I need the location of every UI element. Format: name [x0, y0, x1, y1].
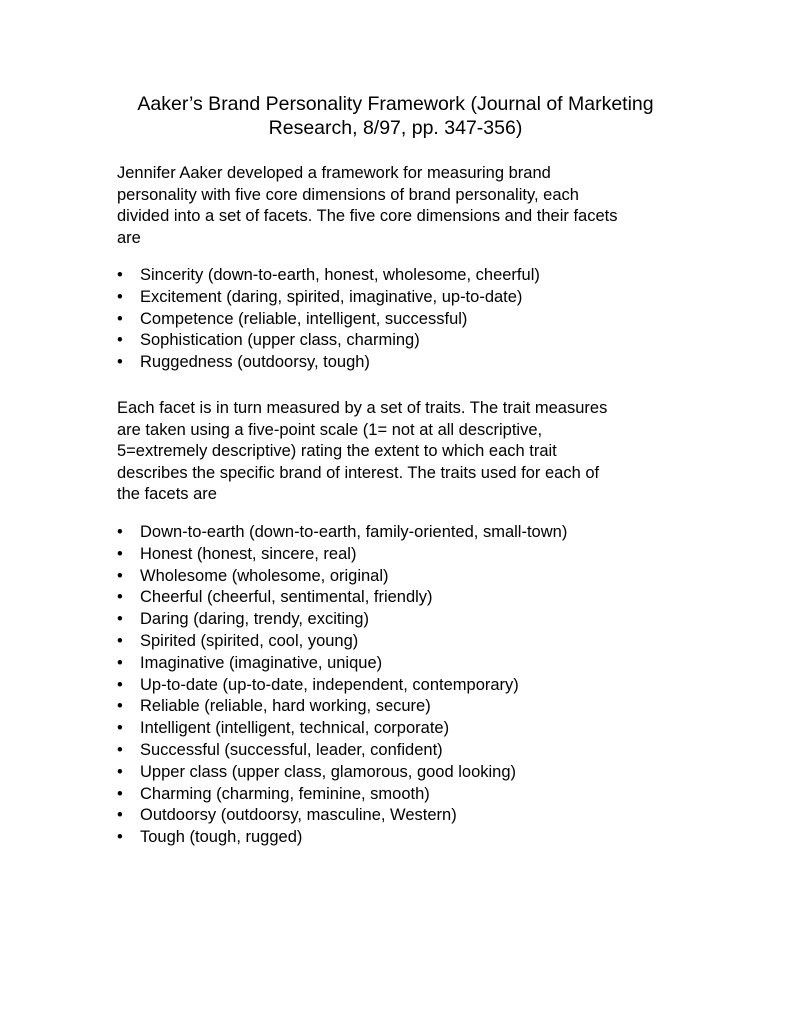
bullet-icon: •	[117, 544, 123, 563]
dimension-item	[117, 265, 540, 287]
title-line: Research, 8/97, pp. 347-356)	[268, 117, 523, 139]
dimension-item	[117, 352, 540, 374]
facet-item	[117, 762, 567, 784]
traits-line: 5=extremely descriptive) rating the extent to which each trait	[117, 442, 557, 460]
facet-text: Outdoorsy (outdoorsy, masculine, Western)	[140, 806, 457, 825]
title-line: Aaker’s Brand Personality Framework (Journal of Marketing	[137, 93, 654, 115]
bullet-icon: •	[117, 610, 123, 629]
bullet-icon: •	[117, 309, 123, 328]
bullet-icon: •	[117, 697, 123, 716]
dimension-text: Competence (reliable, intelligent, successful)	[140, 309, 468, 328]
facet-item	[117, 653, 567, 675]
dimension-text: Excitement (daring, spirited, imaginative, up-to-date)	[140, 287, 523, 306]
bullet-icon: •	[117, 740, 123, 759]
facet-text: Charming (charming, feminine, smooth)	[140, 784, 430, 803]
facet-text: Imaginative (imaginative, unique)	[140, 653, 383, 672]
bullet-icon: •	[117, 719, 123, 738]
traits-line: the facets are	[117, 485, 217, 503]
bullet-icon: •	[117, 266, 123, 284]
facet-text: Successful (successful, leader, confident)	[140, 740, 443, 759]
facet-text: Up-to-date (up-to-date, independent, contemporary)	[140, 675, 519, 694]
bullet-icon: •	[117, 784, 123, 803]
bullet-icon: •	[117, 331, 123, 350]
facet-text: Daring (daring, trendy, exciting)	[140, 610, 369, 629]
bullet-icon: •	[117, 353, 123, 372]
dimension-text: Sophistication (upper class, charming)	[140, 331, 420, 350]
facet-item	[117, 544, 567, 566]
bullet-icon: •	[117, 588, 123, 607]
intro-line: Jennifer Aaker developed a framework for measuring brand	[117, 164, 551, 182]
facet-text: Down-to-earth (down-to-earth, family-oriented, small-town)	[140, 523, 568, 541]
dimension-item	[117, 287, 540, 309]
bullet-icon: •	[117, 566, 123, 585]
facet-item	[117, 805, 567, 827]
dimensions-list	[117, 265, 540, 374]
intro-line: divided into a set of facets. The five core dimensions and their facets	[117, 207, 618, 225]
facet-item	[117, 675, 567, 697]
facet-text: Upper class (upper class, glamorous, good looking)	[140, 762, 517, 781]
bullet-icon: •	[117, 762, 123, 781]
traits-line: are taken using a five-point scale (1= not at all descriptive,	[117, 420, 543, 439]
facet-text: Intelligent (intelligent, technical, corporate)	[140, 719, 450, 738]
intro-line: personality with five core dimensions of brand personality, each	[117, 185, 579, 204]
document-title	[100, 92, 691, 140]
intro-paragraph	[117, 163, 697, 249]
dimension-text: Ruggedness (outdoorsy, tough)	[140, 353, 370, 372]
facet-text: Tough (tough, rugged)	[140, 828, 303, 847]
intro-line: are	[117, 228, 141, 247]
facets-list	[117, 522, 567, 849]
dimension-text: Sincerity (down-to-earth, honest, wholesome, cheerful)	[140, 266, 540, 284]
facet-text: Wholesome (wholesome, original)	[140, 566, 389, 585]
facet-item	[117, 784, 567, 806]
facet-item	[117, 609, 567, 631]
bullet-icon: •	[117, 806, 123, 825]
dimension-item	[117, 330, 540, 352]
facet-item	[117, 631, 567, 653]
traits-line: describes the specific brand of interest. The traits used for each of	[117, 463, 600, 482]
bullet-icon: •	[117, 631, 123, 650]
facet-text: Reliable (reliable, hard working, secure)	[140, 697, 431, 716]
bullet-icon: •	[117, 675, 123, 694]
facet-text: Honest (honest, sincere, real)	[140, 544, 357, 563]
traits-paragraph	[117, 398, 697, 506]
facet-item	[117, 740, 567, 762]
facet-item	[117, 718, 567, 740]
facet-text: Cheerful (cheerful, sentimental, friendly)	[140, 588, 433, 607]
facet-item	[117, 827, 567, 849]
bullet-icon: •	[117, 523, 123, 541]
bullet-icon: •	[117, 287, 123, 306]
facet-item	[117, 696, 567, 718]
facet-item	[117, 566, 567, 588]
bullet-icon: •	[117, 653, 123, 672]
facet-item	[117, 522, 567, 544]
bullet-icon: •	[117, 828, 123, 847]
facet-item	[117, 587, 567, 609]
traits-line: Each facet is in turn measured by a set of traits. The trait measures	[117, 399, 608, 417]
facet-text: Spirited (spirited, cool, young)	[140, 631, 359, 650]
dimension-item	[117, 309, 540, 331]
